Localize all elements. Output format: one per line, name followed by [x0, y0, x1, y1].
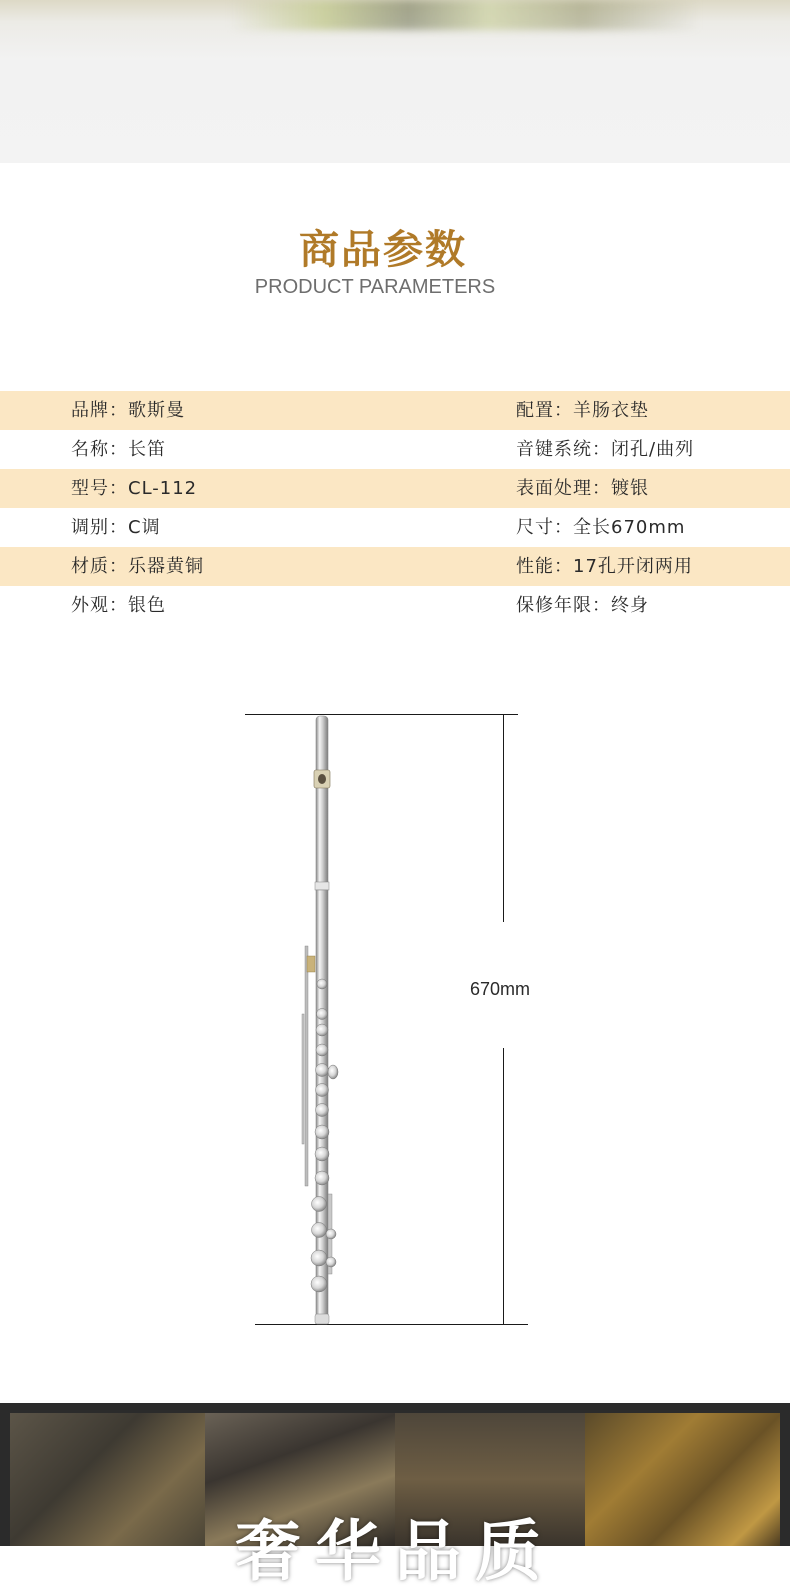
- banner-glow: [230, 0, 700, 30]
- flute-image: [295, 714, 345, 1328]
- banner-headline: 奢华品质: [235, 1513, 555, 1590]
- param-brand: 品牌：歌斯曼: [71, 400, 185, 421]
- param-performance: 性能：17孔开闭两用: [516, 556, 693, 577]
- dimension-line-top: [245, 714, 518, 715]
- param-row: [0, 430, 790, 469]
- param-material: 材质：乐器黄铜: [71, 556, 204, 577]
- param-configuration: 配置：羊肠衣垫: [516, 400, 649, 421]
- param-finish: 表面处理：镀银: [516, 478, 649, 499]
- length-label: 670mm: [469, 979, 531, 999]
- param-row: [0, 547, 790, 586]
- dimension-line-vertical: [503, 1048, 504, 1324]
- param-name: 名称：长笛: [71, 439, 166, 460]
- param-model: 型号：CL-112: [71, 478, 198, 499]
- param-key: 调别：C调: [71, 517, 161, 538]
- top-banner-image: [0, 0, 790, 163]
- param-row: [0, 508, 790, 547]
- param-appearance: 外观：银色: [71, 595, 166, 616]
- section-subtitle: PRODUCT PARAMETERS: [254, 276, 496, 298]
- param-warranty: 保修年限：终身: [516, 595, 649, 616]
- section-title: 商品参数: [299, 227, 467, 273]
- param-row: [0, 586, 790, 625]
- dimension-line-vertical: [503, 715, 504, 922]
- param-row: [0, 469, 790, 508]
- param-row: [0, 391, 790, 430]
- craftsmanship-banner: [0, 1403, 790, 1590]
- parameter-table: [0, 391, 790, 625]
- param-size: 尺寸：全长670mm: [516, 517, 686, 538]
- param-key-system: 音键系统：闭孔/曲列: [516, 439, 695, 460]
